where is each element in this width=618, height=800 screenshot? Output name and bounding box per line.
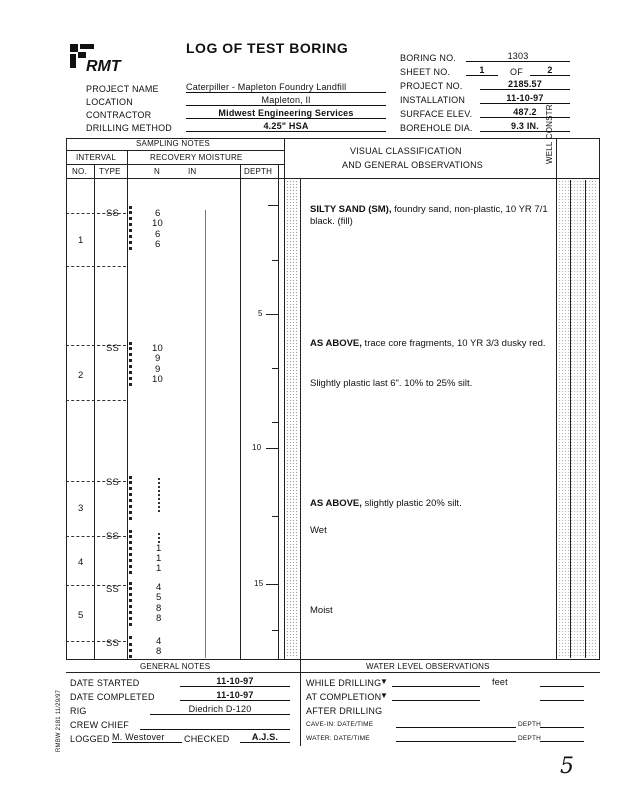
logged-label: LOGGED <box>70 734 110 744</box>
page-number-mark: 5 <box>560 754 575 779</box>
company-logo <box>70 44 130 78</box>
depth-heading: DEPTH <box>244 167 273 176</box>
observation-1: SILTY SAND (SM), foundry sand, non-plastic, 10 YR 7/1 black. (fill) <box>310 204 548 227</box>
location-label: LOCATION <box>86 97 133 107</box>
at-completion-label: AT COMPLETION <box>306 692 382 702</box>
installation-value: 11-10-97 <box>480 93 570 104</box>
boring-no-label: BORING NO. <box>400 53 457 63</box>
page-title: LOG OF TEST BORING <box>186 40 349 56</box>
location-value: Mapleton, Il <box>186 95 386 106</box>
project-no-label: PROJECT NO. <box>400 81 463 91</box>
cave-in-label: CAVE-IN: DATE/TIME <box>306 721 374 728</box>
logo-text: RMT <box>86 58 121 75</box>
project-name-label: PROJECT NAME <box>86 84 159 94</box>
form-code: RMBW 2181 11/29/97 <box>56 689 62 752</box>
project-name-value: Caterpiller - Mapleton Foundry Landfill <box>186 82 386 93</box>
sample-5-n4: 8 <box>156 613 162 624</box>
well-construction-column <box>558 180 598 658</box>
sample-2-n3: 9 <box>155 364 161 375</box>
sample-1-n2: 10 <box>152 218 163 229</box>
sheet-no-label: SHEET NO. <box>400 67 451 77</box>
observation-3: Slightly plastic last 6". 10% to 25% silt. <box>310 378 473 389</box>
sample-6-type: SS <box>106 638 120 649</box>
contractor-label: CONTRACTOR <box>86 110 152 120</box>
sample-6-n1: 4 <box>156 636 162 647</box>
sample-5-n1: 4 <box>156 582 162 593</box>
visual-classification-heading: VISUAL CLASSIFICATION <box>350 146 462 156</box>
sample-2-n4: 10 <box>152 374 163 385</box>
feet-label: feet <box>492 677 508 687</box>
general-notes-heading: GENERAL NOTES <box>140 662 211 671</box>
general-observations-heading: AND GENERAL OBSERVATIONS <box>342 160 483 170</box>
type-heading: TYPE <box>99 167 121 176</box>
observation-6: Moist <box>310 605 333 616</box>
rig-value: Diedrich D-120 <box>150 704 290 715</box>
water-symbol-icon-2: ▼ <box>380 691 389 700</box>
depth-mark-15: 15 <box>254 579 264 588</box>
sample-5-no: 5 <box>78 610 84 621</box>
borehole-strip <box>286 180 298 658</box>
after-drilling-label: AFTER DRILLING <box>306 706 383 716</box>
date-completed-label: DATE COMPLETED <box>70 692 155 702</box>
depth-mark-10: 10 <box>252 443 262 452</box>
crew-chief-label: CREW CHIEF <box>70 720 129 730</box>
sample-3-type: SS <box>106 477 120 488</box>
rig-label: RIG <box>70 706 87 716</box>
water-date-label: WATER: DATE/TIME <box>306 735 370 742</box>
sample-1-n1: 6 <box>155 208 161 219</box>
sample-2-no: 2 <box>78 370 84 381</box>
drilling-method-value: 4.25" HSA <box>186 121 386 132</box>
recovery-marks <box>129 206 137 250</box>
sample-4-n3: 1 <box>156 553 162 564</box>
sample-4-type: SS <box>106 531 120 542</box>
date-started-value: 11-10-97 <box>180 676 290 687</box>
no-heading: NO. <box>72 167 87 176</box>
in-heading: IN <box>188 167 197 176</box>
interval-heading: INTERVAL <box>76 153 116 162</box>
sample-2-n2: 9 <box>155 353 161 364</box>
sheet-of-label: OF <box>510 67 523 77</box>
sample-2-n1: 10 <box>152 343 163 354</box>
sample-6-n2: 8 <box>156 646 162 657</box>
sample-1-type: SS <box>106 208 120 219</box>
installation-label: INSTALLATION <box>400 95 466 105</box>
sample-4-n4: 1 <box>156 563 162 574</box>
observation-5: Wet <box>310 525 327 536</box>
cave-in-depth-label: DEPTH <box>518 721 542 728</box>
contractor-value: Midwest Engineering Services <box>186 108 386 119</box>
depth-mark-5: 5 <box>258 309 263 318</box>
surface-elev-label: SURFACE ELEV. <box>400 109 473 119</box>
while-drilling-label: WHILE DRILLING <box>306 678 382 688</box>
sample-3-no: 3 <box>78 503 84 514</box>
water-level-heading: WATER LEVEL OBSERVATIONS <box>366 662 490 671</box>
sheet-of-value: 2 <box>530 65 570 76</box>
n-heading: N <box>154 167 160 176</box>
sample-5-n2: 5 <box>156 592 162 603</box>
observation-2: AS ABOVE, trace core fragments, 10 YR 3/3 dusky red. <box>310 338 546 349</box>
date-started-label: DATE STARTED <box>70 678 140 688</box>
well-constr-heading: WELL CONSTR <box>545 104 554 164</box>
date-completed-value: 11-10-97 <box>180 690 290 701</box>
drilling-method-label: DRILLING METHOD <box>86 123 173 133</box>
water-symbol-icon: ▼ <box>380 677 389 686</box>
sample-5-n3: 8 <box>156 603 162 614</box>
crew-chief-value <box>140 718 290 730</box>
boring-no-value: 1303 <box>466 51 570 62</box>
sample-1-n3: 6 <box>155 229 161 240</box>
logged-value: M. Westover <box>112 732 182 743</box>
water-depth-label: DEPTH <box>518 735 542 742</box>
sample-1-n4: 6 <box>155 239 161 250</box>
sample-4-n2: 1 <box>156 543 162 554</box>
borehole-dia-value: 9.3 IN. <box>480 121 570 132</box>
sample-4-no: 4 <box>78 557 84 568</box>
borehole-dia-label: BOREHOLE DIA. <box>400 123 473 133</box>
checked-value: A.J.S. <box>240 732 290 743</box>
recovery-moisture-heading: RECOVERY MOISTURE <box>150 153 243 162</box>
sample-2-type: SS <box>106 343 120 354</box>
sample-5-type: SS <box>106 584 120 595</box>
observation-4: AS ABOVE, slightly plastic 20% silt. <box>310 498 462 509</box>
sheet-no-value: 1 <box>466 65 498 76</box>
sample-1-no: 1 <box>78 235 84 246</box>
checked-label: CHECKED <box>184 734 230 744</box>
sampling-notes-heading: SAMPLING NOTES <box>136 139 210 148</box>
project-no-value: 2185.57 <box>480 79 570 90</box>
surface-elev-value: 487.2 <box>480 107 570 118</box>
